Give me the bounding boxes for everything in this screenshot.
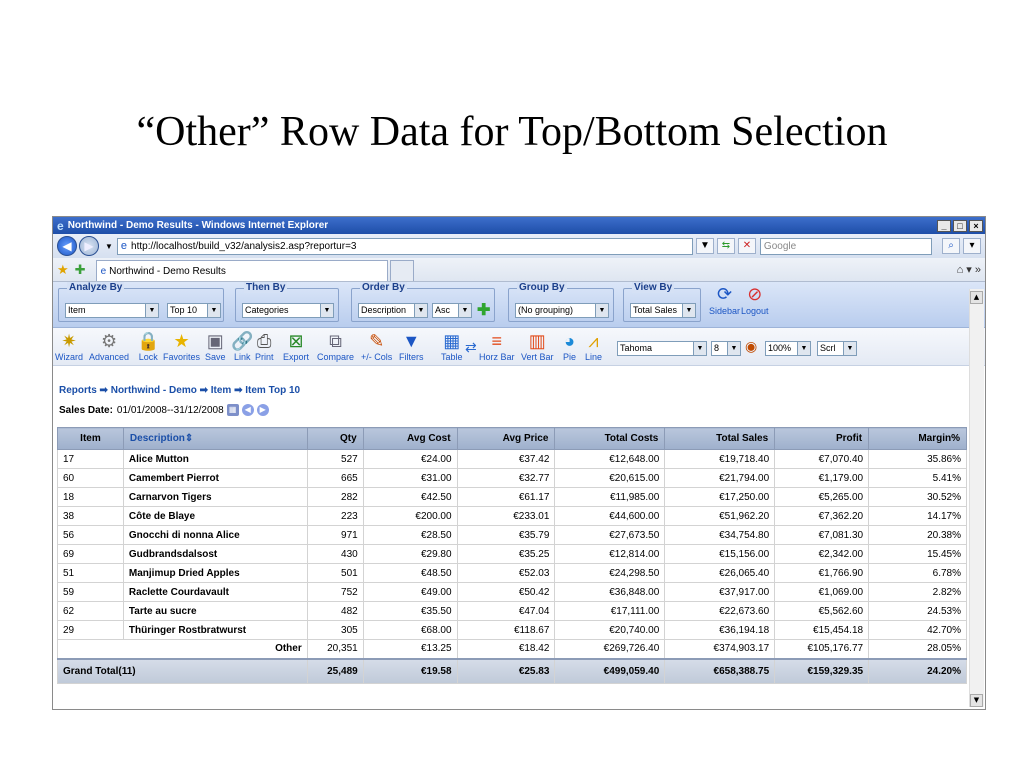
table-cell: €499,059.40 bbox=[555, 659, 665, 684]
filter-icon: ▼ bbox=[402, 331, 421, 351]
vertical-bar-icon: ▥ bbox=[528, 331, 546, 351]
table-cell: 18 bbox=[58, 488, 124, 507]
stop-icon[interactable]: ✕ bbox=[738, 238, 756, 254]
table-cell: €5,562.60 bbox=[775, 602, 869, 621]
sidebar-label: Sidebar bbox=[709, 306, 741, 316]
description-cell: Alice Mutton bbox=[123, 450, 307, 469]
table-row[interactable] bbox=[58, 545, 967, 564]
chevron-down-icon: ▼ bbox=[320, 304, 333, 317]
url-field[interactable] bbox=[117, 238, 693, 255]
table-cell: 223 bbox=[307, 507, 363, 526]
print-icon: ⎙ bbox=[257, 331, 272, 351]
column-header[interactable]: Profit bbox=[775, 428, 869, 450]
table-cell: 501 bbox=[307, 564, 363, 583]
chevron-down-icon: ▼ bbox=[682, 304, 695, 317]
previous-period-icon[interactable]: ◀ bbox=[242, 404, 254, 416]
table-row[interactable] bbox=[58, 469, 967, 488]
table-cell: €1,766.90 bbox=[775, 564, 869, 583]
refresh-icon[interactable]: ⇆ bbox=[717, 238, 735, 254]
zoom-value: 100% bbox=[768, 343, 792, 353]
vert-bar-button[interactable] bbox=[521, 330, 554, 362]
slide-title: “Other” Row Data for Top/Bottom Selection bbox=[136, 109, 888, 155]
table-cell: 62 bbox=[58, 602, 124, 621]
table-cell: 56 bbox=[58, 526, 124, 545]
description-cell: Gudbrandsdalsost bbox=[123, 545, 307, 564]
table-cell: 51 bbox=[58, 564, 124, 583]
chevron-down-icon: ▼ bbox=[414, 304, 427, 317]
table-cell: €31.00 bbox=[363, 469, 457, 488]
tab-bar bbox=[53, 258, 985, 282]
table-cell: €18.42 bbox=[457, 640, 555, 659]
vertical-scrollbar[interactable] bbox=[969, 289, 984, 707]
export-button[interactable] bbox=[283, 330, 309, 362]
selection-toolbar bbox=[53, 282, 985, 328]
columns-button[interactable] bbox=[361, 330, 392, 362]
group-by-value: (No grouping) bbox=[518, 305, 574, 315]
sidebar-refresh-icon: ⟳ bbox=[716, 284, 733, 304]
table-cell: €22,673.60 bbox=[665, 602, 775, 621]
chevron-down-icon: ▼ bbox=[693, 342, 706, 355]
add-order-icon[interactable]: ✚ bbox=[477, 302, 491, 319]
column-header[interactable]: Avg Cost bbox=[363, 428, 457, 450]
table-cell: 69 bbox=[58, 545, 124, 564]
column-header[interactable]: Total Costs bbox=[555, 428, 665, 450]
table-cell: €5,265.00 bbox=[775, 488, 869, 507]
description-cell: Camembert Pierrot bbox=[123, 469, 307, 488]
add-favorite-icon[interactable]: ✚ bbox=[74, 261, 86, 277]
horz-bar-button[interactable] bbox=[479, 330, 515, 362]
then-by-label: Then By bbox=[246, 282, 286, 293]
tool-label: Compare bbox=[317, 352, 355, 362]
column-header-label: Description bbox=[129, 433, 185, 444]
table-cell: 527 bbox=[307, 450, 363, 469]
tool-label: Link bbox=[233, 352, 251, 362]
font-family-value: Tahoma bbox=[620, 343, 653, 353]
save-icon: ▣ bbox=[206, 331, 224, 351]
table-button[interactable] bbox=[441, 330, 463, 362]
table-cell: €13.25 bbox=[363, 640, 457, 659]
view-by-group bbox=[623, 282, 701, 322]
table-cell: €374,903.17 bbox=[665, 640, 775, 659]
order-by-value: Description bbox=[361, 305, 407, 315]
minimize-button[interactable]: _ bbox=[937, 220, 951, 232]
table-cell: €44,600.00 bbox=[555, 507, 665, 526]
table-cell: 14.17% bbox=[869, 507, 967, 526]
sidebar-button[interactable] bbox=[709, 284, 740, 316]
chevron-down-icon: ▼ bbox=[207, 304, 220, 317]
tool-label: Pie bbox=[563, 352, 577, 362]
swap-button[interactable] bbox=[465, 336, 477, 358]
order-by-group bbox=[351, 282, 495, 322]
table-cell: €233.01 bbox=[457, 507, 555, 526]
table-cell: 482 bbox=[307, 602, 363, 621]
maximize-button[interactable]: □ bbox=[953, 220, 967, 232]
table-cell: €37.42 bbox=[457, 450, 555, 469]
url-text: http://localhost/build_v32/analysis2.asp?reportur=3 bbox=[131, 240, 357, 252]
sort-icon: ⇕ bbox=[184, 433, 194, 444]
table-cell: €29.80 bbox=[363, 545, 457, 564]
description-cell: Tarte au sucre bbox=[123, 602, 307, 621]
logout-button[interactable] bbox=[741, 284, 769, 316]
top-n-select[interactable] bbox=[167, 303, 221, 318]
table-row[interactable] bbox=[58, 621, 967, 640]
table-cell: 2.82% bbox=[869, 583, 967, 602]
table-cell: €658,388.75 bbox=[665, 659, 775, 684]
save-button[interactable] bbox=[205, 330, 226, 362]
tool-label: Vert Bar bbox=[521, 352, 554, 362]
filters-button[interactable] bbox=[399, 330, 424, 362]
lock-icon: 🔒 bbox=[137, 331, 160, 351]
favorites-star-icon[interactable]: ★ bbox=[57, 261, 69, 277]
table-cell: 752 bbox=[307, 583, 363, 602]
url-dropdown-icon[interactable]: ▼ bbox=[696, 238, 714, 254]
table-cell: 38 bbox=[58, 507, 124, 526]
table-cell: €20,615.00 bbox=[555, 469, 665, 488]
table-cell: 6.78% bbox=[869, 564, 967, 583]
table-cell: 15.45% bbox=[869, 545, 967, 564]
other-row bbox=[58, 640, 967, 659]
table-cell: €2,342.00 bbox=[775, 545, 869, 564]
description-cell: Raclette Courdavault bbox=[123, 583, 307, 602]
chevron-down-icon: ▼ bbox=[145, 304, 158, 317]
table-cell: €17,250.00 bbox=[665, 488, 775, 507]
table-cell: 28.05% bbox=[869, 640, 967, 659]
table-cell: 60 bbox=[58, 469, 124, 488]
analyze-by-select[interactable] bbox=[65, 303, 159, 318]
then-by-group bbox=[235, 282, 339, 322]
page-icon: e bbox=[120, 240, 128, 252]
table-cell: 971 bbox=[307, 526, 363, 545]
table-cell: €24,298.50 bbox=[555, 564, 665, 583]
tool-label: Favorites bbox=[163, 352, 201, 362]
scroll-select[interactable] bbox=[817, 341, 857, 356]
group-by-label: Group By bbox=[519, 282, 565, 293]
table-cell: 20,351 bbox=[307, 640, 363, 659]
table-cell: €21,794.00 bbox=[665, 469, 775, 488]
table-cell: €35.25 bbox=[457, 545, 555, 564]
window-titlebar bbox=[53, 217, 985, 234]
table-cell: €61.17 bbox=[457, 488, 555, 507]
forward-button[interactable]: ▶ bbox=[79, 236, 99, 256]
table-cell: €36,848.00 bbox=[555, 583, 665, 602]
table-header-row bbox=[58, 428, 967, 450]
table-cell: €49.00 bbox=[363, 583, 457, 602]
column-header[interactable]: Total Sales bbox=[665, 428, 775, 450]
order-by-label: Order By bbox=[362, 282, 405, 293]
table-cell: €27,673.50 bbox=[555, 526, 665, 545]
star-icon: ★ bbox=[173, 331, 190, 351]
analyze-by-label: Analyze By bbox=[69, 282, 123, 293]
table-cell: €12,814.00 bbox=[555, 545, 665, 564]
table-cell: €159,329.35 bbox=[775, 659, 869, 684]
column-header-sorted[interactable] bbox=[123, 428, 307, 450]
table-cell: 5.41% bbox=[869, 469, 967, 488]
table-cell: 42.70% bbox=[869, 621, 967, 640]
ie-icon: e bbox=[57, 218, 64, 233]
excel-icon: ⊠ bbox=[288, 331, 304, 351]
table-cell: 24.53% bbox=[869, 602, 967, 621]
view-by-value: Total Sales bbox=[633, 305, 678, 315]
table-cell: €15,156.00 bbox=[665, 545, 775, 564]
lock-button[interactable] bbox=[137, 330, 159, 362]
table-body bbox=[58, 450, 967, 640]
scroll-down-icon[interactable]: ▼ bbox=[970, 694, 983, 707]
tool-label: Filters bbox=[399, 352, 424, 362]
search-input[interactable]: Google bbox=[760, 238, 932, 255]
chevron-down-icon: ▼ bbox=[727, 342, 740, 355]
table-cell: €42.50 bbox=[363, 488, 457, 507]
search-options-icon[interactable]: ▾ bbox=[963, 238, 981, 254]
table-row[interactable] bbox=[58, 450, 967, 469]
pie-chart-icon: ◕ bbox=[564, 331, 575, 351]
chevron-down-icon: ▼ bbox=[843, 342, 856, 355]
description-cell: Côte de Blaye bbox=[123, 507, 307, 526]
table-row[interactable] bbox=[58, 602, 967, 621]
logout-icon: ⊘ bbox=[747, 284, 763, 304]
wizard-button[interactable] bbox=[55, 330, 83, 362]
scroll-up-icon[interactable]: ▲ bbox=[970, 291, 983, 304]
table-row[interactable] bbox=[58, 583, 967, 602]
table-cell: €11,985.00 bbox=[555, 488, 665, 507]
scroll-value: Scrl bbox=[820, 343, 836, 353]
window-title: Northwind - Demo Results - Windows Internet Explorer bbox=[67, 220, 329, 231]
table-cell: 35.86% bbox=[869, 450, 967, 469]
order-direction-value: Asc bbox=[435, 305, 451, 315]
favorites-button[interactable] bbox=[163, 330, 200, 362]
description-cell: Manjimup Dried Apples bbox=[123, 564, 307, 583]
view-by-label: View By bbox=[634, 282, 673, 293]
chevron-down-icon: ▼ bbox=[797, 342, 810, 355]
font-family-select[interactable] bbox=[617, 341, 707, 356]
table-cell: €19,718.40 bbox=[665, 450, 775, 469]
view-by-select[interactable] bbox=[630, 303, 696, 318]
horizontal-bar-icon: ≡ bbox=[491, 331, 503, 351]
font-size-select[interactable] bbox=[711, 341, 741, 356]
table-row[interactable] bbox=[58, 564, 967, 583]
order-by-select[interactable] bbox=[358, 303, 428, 318]
link-button[interactable] bbox=[231, 330, 253, 362]
table-cell: 430 bbox=[307, 545, 363, 564]
table-cell: 305 bbox=[307, 621, 363, 640]
description-cell: Carnarvon Tigers bbox=[123, 488, 307, 507]
date-range: 01/01/2008--31/12/2008 bbox=[116, 404, 224, 416]
table-cell: 17 bbox=[58, 450, 124, 469]
table-cell: 59 bbox=[58, 583, 124, 602]
table-cell: €37,917.00 bbox=[665, 583, 775, 602]
table-cell: 665 bbox=[307, 469, 363, 488]
table-cell: €105,176.77 bbox=[775, 640, 869, 659]
top-n-value: Top 10 bbox=[170, 305, 198, 315]
table-cell: €32.77 bbox=[457, 469, 555, 488]
table-cell: €7,362.20 bbox=[775, 507, 869, 526]
table-cell: €24.00 bbox=[363, 450, 457, 469]
table-cell: €35.79 bbox=[457, 526, 555, 545]
print-button[interactable] bbox=[255, 330, 274, 362]
column-header[interactable]: Qty bbox=[307, 428, 363, 450]
calendar-icon[interactable]: ▦ bbox=[227, 404, 239, 416]
tool-label: Advanced bbox=[89, 352, 130, 362]
report-toolbar bbox=[53, 328, 985, 366]
swap-icon: ⇄ bbox=[465, 339, 477, 355]
columns-icon: ✎ bbox=[369, 331, 385, 351]
group-by-select[interactable] bbox=[515, 303, 609, 318]
font-size-value: 8 bbox=[714, 343, 720, 353]
advanced-button[interactable] bbox=[89, 330, 129, 362]
table-cell: 29 bbox=[58, 621, 124, 640]
column-header[interactable]: Margin% bbox=[869, 428, 967, 450]
table-cell: 30.52% bbox=[869, 488, 967, 507]
table-cell: €52.03 bbox=[457, 564, 555, 583]
table-cell: €34,754.80 bbox=[665, 526, 775, 545]
then-by-select[interactable] bbox=[242, 303, 334, 318]
table-cell: €35.50 bbox=[363, 602, 457, 621]
table-cell: €47.04 bbox=[457, 602, 555, 621]
table-cell: €17,111.00 bbox=[555, 602, 665, 621]
breadcrumb[interactable]: Reports ➡ Northwind - Demo ➡ Item ➡ Item Top 10 bbox=[59, 385, 301, 396]
wizard-icon: ✷ bbox=[61, 331, 77, 351]
table-cell: €20,740.00 bbox=[555, 621, 665, 640]
group-by-group bbox=[508, 282, 614, 322]
tool-label: Export bbox=[283, 352, 310, 362]
table-cell: €7,070.40 bbox=[775, 450, 869, 469]
tab-active[interactable] bbox=[96, 260, 388, 281]
table-icon: ▦ bbox=[443, 331, 461, 351]
then-by-value: Categories bbox=[245, 305, 289, 315]
browser-window bbox=[52, 216, 986, 710]
results-table bbox=[57, 427, 967, 684]
history-dropdown-icon[interactable]: ▼ bbox=[105, 241, 113, 251]
other-label: Other bbox=[58, 640, 308, 659]
order-direction-select[interactable] bbox=[432, 303, 472, 318]
table-cell: €36,194.18 bbox=[665, 621, 775, 640]
link-icon: 🔗 bbox=[231, 331, 254, 351]
table-cell: €50.42 bbox=[457, 583, 555, 602]
more-tools-icon[interactable]: » bbox=[974, 264, 981, 276]
grand-total-label: Grand Total(11) bbox=[58, 659, 308, 684]
table-cell: €28.50 bbox=[363, 526, 457, 545]
chevron-down-icon: ▼ bbox=[595, 304, 608, 317]
table-cell: €26,065.40 bbox=[665, 564, 775, 583]
compare-button[interactable] bbox=[317, 330, 354, 362]
tool-label: +/- Cols bbox=[361, 352, 393, 362]
table-row[interactable] bbox=[58, 507, 967, 526]
date-filter bbox=[59, 404, 269, 416]
next-period-icon[interactable]: ▶ bbox=[257, 404, 269, 416]
address-bar bbox=[53, 234, 985, 258]
column-header[interactable]: Avg Price bbox=[457, 428, 555, 450]
tool-label: Wizard bbox=[55, 352, 84, 362]
search-icon[interactable]: ⌕ bbox=[942, 238, 960, 254]
close-button[interactable]: × bbox=[969, 220, 983, 232]
table-cell: €51,962.20 bbox=[665, 507, 775, 526]
new-tab-button[interactable] bbox=[390, 260, 414, 281]
color-picker-icon[interactable]: ◉ bbox=[745, 338, 758, 354]
description-cell: Thüringer Rostbratwurst bbox=[123, 621, 307, 640]
table-row[interactable] bbox=[58, 488, 967, 507]
tool-label: Lock bbox=[138, 352, 158, 362]
zoom-select[interactable] bbox=[765, 341, 811, 356]
analyze-by-group bbox=[58, 282, 224, 322]
table-cell: 24.20% bbox=[869, 659, 967, 684]
compare-icon: ⧉ bbox=[329, 331, 342, 351]
back-button[interactable]: ◀ bbox=[57, 236, 77, 256]
table-cell: €118.67 bbox=[457, 621, 555, 640]
tab-ie-icon: e bbox=[100, 265, 107, 277]
table-cell: 20.38% bbox=[869, 526, 967, 545]
tool-label: Print bbox=[255, 352, 274, 362]
grand-total-row bbox=[58, 659, 967, 684]
table-cell: €48.50 bbox=[363, 564, 457, 583]
home-icon[interactable]: ⌂ ▾ » bbox=[956, 264, 981, 276]
analyze-by-value: Item bbox=[68, 305, 86, 315]
table-cell: €12,648.00 bbox=[555, 450, 665, 469]
table-cell: €1,069.00 bbox=[775, 583, 869, 602]
table-cell: 25,489 bbox=[307, 659, 363, 684]
tool-label: Save bbox=[205, 352, 226, 362]
table-cell: €19.58 bbox=[363, 659, 457, 684]
chevron-down-icon: ▼ bbox=[458, 304, 471, 317]
tab-title: Northwind - Demo Results bbox=[109, 265, 226, 277]
table-cell: €68.00 bbox=[363, 621, 457, 640]
table-cell: €1,179.00 bbox=[775, 469, 869, 488]
table-cell: €269,726.40 bbox=[555, 640, 665, 659]
table-row[interactable] bbox=[58, 526, 967, 545]
tool-label: Line bbox=[585, 352, 603, 362]
tool-label: Table bbox=[441, 352, 463, 362]
description-cell: Gnocchi di nonna Alice bbox=[123, 526, 307, 545]
table-cell: €200.00 bbox=[363, 507, 457, 526]
line-button[interactable] bbox=[585, 330, 602, 362]
gear-icon: ⚙ bbox=[100, 331, 118, 351]
logout-label: Logout bbox=[741, 306, 769, 316]
pie-button[interactable] bbox=[563, 330, 576, 362]
column-header[interactable]: Item bbox=[58, 428, 124, 450]
line-chart-icon: ⩘ bbox=[588, 331, 599, 351]
table-cell: €15,454.18 bbox=[775, 621, 869, 640]
table-cell: €25.83 bbox=[457, 659, 555, 684]
tool-label: Horz Bar bbox=[479, 352, 515, 362]
date-label: Sales Date: bbox=[59, 404, 113, 416]
table-cell: 282 bbox=[307, 488, 363, 507]
table-cell: €7,081.30 bbox=[775, 526, 869, 545]
